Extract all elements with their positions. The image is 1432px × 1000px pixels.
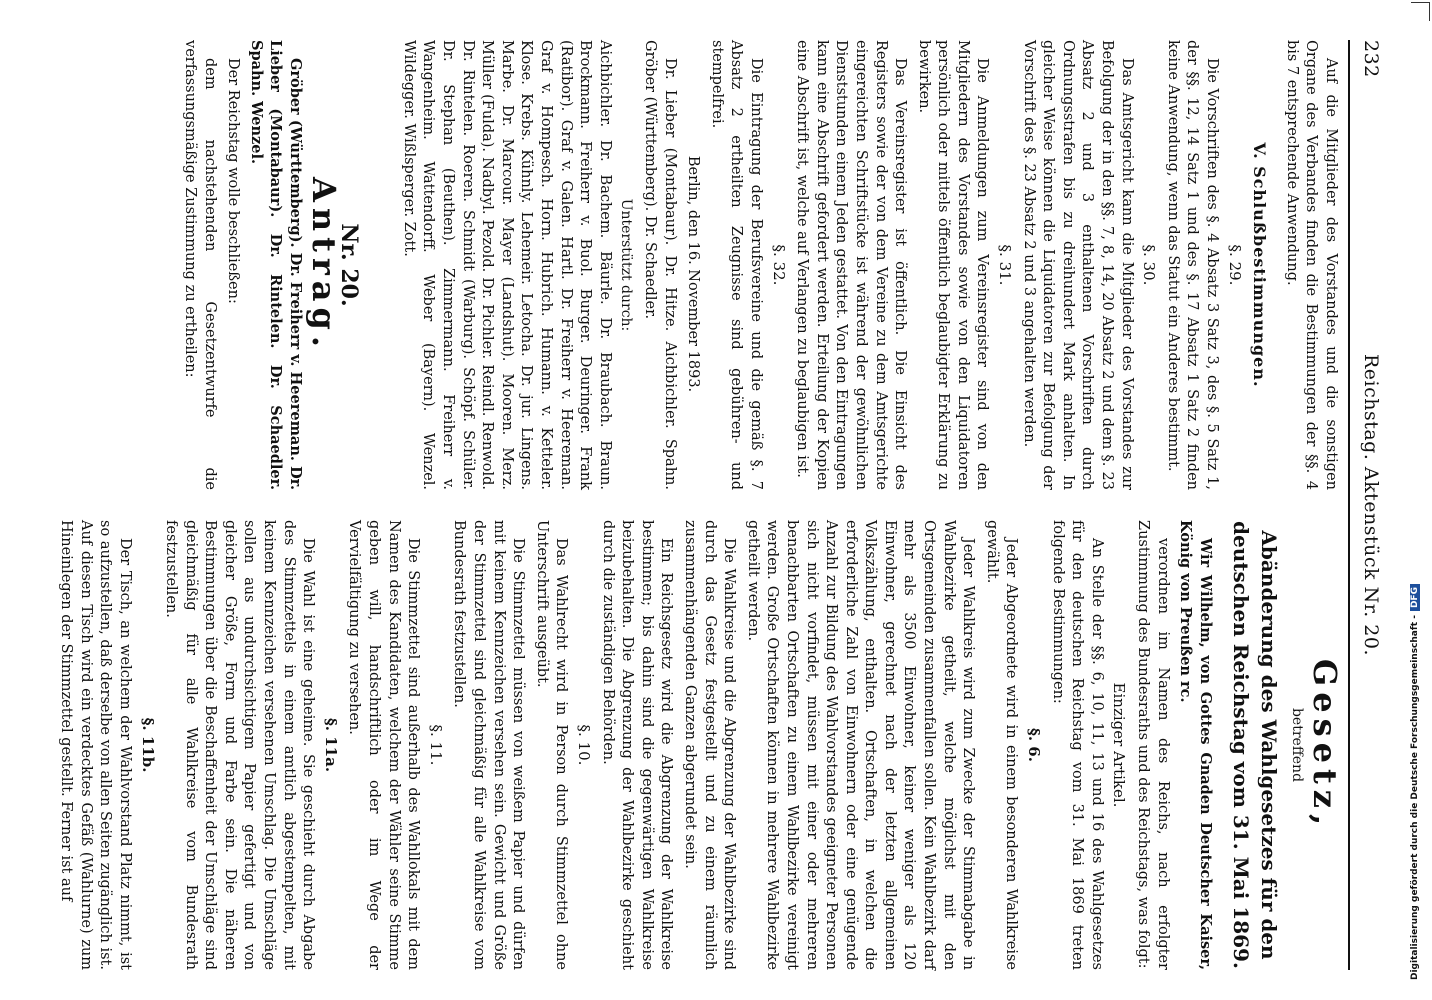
paragraph-text: Das Amtsgericht kann die Mitglieder des Vorstandes zur Befolgung der in den §§. 7, 8, 14, 20 Absatz 2 und dem §. 23 Absatz 2 und 3 enthaltenen Vorschriften durch Ordnungsstrafen bis zu dreihundert Mark anhalten. In gleicher Weise können die Liquidatoren zur Befolgung der Vorschrift des §. 23 Absatz 2 und 3 angehalten werden. [1020, 40, 1135, 490]
dfg-credit-text: Digitalisierung gefördert durch die Deutsche Forschungsgemeinschaft - [1410, 615, 1420, 980]
paragraph-number: §. 6. [1025, 728, 1044, 762]
document-number: Nr. 20. [336, 223, 363, 307]
paragraph-text: Das Vereinsregister ist öffentlich. Die Einsicht des Registers sowie der von dem Vereine zu dem Amtsgerichte eingereichten Schriftstücke ist während der gewöhnlichen Dienststunden einem Jeden gestattet. Von den Eintragungen kann eine Abschrift gefordert werden. Erteilung der Kopien eine Abschrift ist, welche auf Verlangen zu beglaubigen ist. [794, 40, 909, 490]
law-title: Abänderung des Wahlgesetzes für den deutschen Reichstag vom 31. Mai 1869. [1228, 521, 1281, 969]
supported-by: Unterstützt durch: [618, 198, 635, 332]
article-text: An Stelle der §§. 6, 10, 11, 13 und 16 des Wahlgesetzes für den deutschen Reichstag vom 31. Mai 1869 treten folgende Bestimmungen: [1049, 520, 1105, 970]
antrag-heading: Antrag. [304, 177, 343, 353]
page-header [1352, 40, 1382, 970]
antrag-text: dem nachstehenden Gesetzentwurfe die verfassungsmäßige Zustimmung zu ertheilen: [182, 40, 218, 490]
digitization-sidebar [1402, 0, 1432, 1000]
paragraph-number: §. 32. [769, 244, 788, 286]
paragraph-text: Die Vorschriften des §. 4 Absatz 3 Satz 3, des §. 5 Satz 1, der §§. 12, 14 Satz 1 und des §. 17 Absatz 1 Satz 2 finden keine Anwendung, wenn das Statut ein Anderes bestimmt. [1164, 40, 1221, 490]
signers: Dr. Lieber (Montabaur). Dr. Hitze. Aichbichler. Spahn. Gröber (Württemberg). Dr. Schaedler. [642, 40, 678, 490]
dfg-credit [1410, 0, 1420, 980]
header-rule [1348, 40, 1350, 970]
header-title: Reichstag. Aktenstück Nr. 20. [1360, 353, 1382, 657]
paragraph-text: Jeder Abgeordnete wird in einem besonderen Wahlkreise gewählt. [983, 520, 1020, 970]
paragraph-text: Das Wahlrecht wird in Person durch Stimmzettel ohne Unterschrift ausgeübt. [533, 520, 570, 970]
paragraph-number: §. 30. [1140, 244, 1159, 286]
page-number: 232 [1360, 40, 1382, 78]
paragraph-number: §. 11a. [321, 717, 340, 773]
paragraph-number: §. 11b. [138, 717, 157, 773]
corner-mark [1411, 2, 1430, 21]
paragraph-text: Die Wahlkreise und die Abgrenzung der Wahlbezirke sind durch das Gesetz festgestellt und zu einem räumlich zusammenhängenden Ganzen abgerundet sein. [681, 520, 738, 970]
paragraph-text: Die Stimmzettel müssen von weißem Papier und dürfen mit keinem Kennzeichen versehen sein. Gewicht und Größe der Stimmzettel sind gleichmäßig für alle Wahlkreise vom Bundesrath festzustellen. [451, 520, 527, 970]
paragraph-number: §. 31. [996, 244, 1015, 286]
article-heading: Einziger Artikel. [1110, 682, 1129, 808]
betreffend-label: betreffend [1289, 707, 1306, 783]
paragraph-text: Die Eintragung der Berufsvereine und die gemäß §. 7 Absatz 2 ertheilten Zeugnisse sind gebühren- und stempelfrei. [708, 40, 764, 490]
section-heading: V. Schlußbestimmungen. [1250, 142, 1270, 388]
preamble-wir: Wir Wilhelm, von Gottes Gnaden Deutscher Kaiser, König von Preußen rc. [1177, 520, 1214, 970]
paragraph-text: Die Wahl ist eine geheime. Sie geschieht durch Abgabe des Stimmzettels in einem amtlich abgestempelten, mit keinem Kennzeichen versehenen Umschlag. Die Umschläge sollen aus undurchsichtigem Papier gefertigt und von gleicher Größe, Form und Farbe sein. Die näheren Bestimmungen über die Beschaffenheit der Umschläge sind gleichmäßig für alle Wahlkreise vom Bundesrath festzustellen. [163, 520, 317, 970]
paragraph-text: Die Anmeldungen zum Vereinsregister sind von den Mitgliedern des Vorstandes sowie von den Liquidatoren persönlich oder mittels öffentlich beglaubigter Erklärung zu bewirken. [915, 40, 991, 490]
paragraph-text: Die Stimmzettel sind außerhalb des Wahllokals mit dem Namen des Kandidaten, welchem der Wähler seine Stimme geben will, handschriftlich oder im Wege der Vervielfältigung zu versehen. [346, 520, 422, 970]
paragraph-text: Jeder Wahlkreis wird zum Zwecke der Stimmabgabe in Wahlbezirke getheilt, welche möglichst mit den Ortsgemeinden zusammenfallen sollen. Kein Wahlbezirk darf mehr als 3500 Einwohner, keiner weniger als 120 Einwohner, gerechnet nach der letzten allgemeinen Volkszählung, enthalten. Ortschaften, in welchen die erforderliche Zahl von Einwohnern oder eine genügende Anzahl zur Bildung des Wahlvorstandes geeigneter Personen sich nicht vorfindet, müssen mit einer oder mehreren benachbarten Ortschaften zu einem Wahlbezirke vereinigt werden. Große Ortschaften können in mehrere Wahlbezirke getheilt werden. [744, 520, 977, 970]
preamble-verordnen: verordnen im Namen des Reichs, nach erfolgter Zustimmung des Bundesraths und des Reichstags, was folgt: [1135, 520, 1171, 970]
paragraph-number: §. 29. [1225, 244, 1244, 286]
paragraph-text: Ein Reichsgesetz wird die Abgrenzung der Wahlkreise bestimmen; bis dahin sind die gegenwärtigen Wahlkreise beizubehalten. Die Abgrenzung der Wahlbezirke geschieht durch die zuständigen Behörden. [599, 520, 675, 970]
supporters-list: Aichbichler. Dr. Bachem. Bäurle. Dr. Braubach. Braun. Brockmann. Freiherr v. Buol. Burger. Deuringer. Frank (Ratibor). Graf v. Galen. Hartl. Dr. Freiherr v. Heereman. Graf v. Hompesch. Horn. Hubrich. Humann. v. Ketteler. Klose. Krebs. Kühnly. Lehemeir. Letocha. Dr. jur. Lingens. Marbe. Dr. Marcour. Mayer (Landshut). Mooren. Merz. Müller (Fulda). Nadbyl. Pezold. Dr. Pichler. Reindl. Renwold. Dr. Rintelen. Roeren. Schmidt (Warburg). Schöpf. Schüler. Dr. Stephan (Beuthen). Zimmermann. Freiherr v. Wangenheim. Wattendorff. Weber (Bayern). Wenzel. Wildegger. Wißlsperger. Zott. [400, 40, 613, 490]
date-line: Berlin, den 16. November 1893. [685, 155, 702, 393]
antrag-signers: Gröber (Württemberg). Dr. Freiherr v. Heereman. Dr. Lieber (Montabaur). Dr. Rintelen. Dr. Schaedler. Spahn. Wenzel. [247, 40, 305, 490]
paragraph-number: §. 10. [575, 724, 593, 766]
paragraph-number: §. 11. [426, 724, 445, 766]
paragraph-text: Der Tisch, an welchem der Wahlvorstand Platz nimmt, ist so aufzustellen, daß derselbe von allen Seiten zugänglich ist. Auf diesen Tisch wird ein verdecktes Gefäß (Wahlurne) zum Hineinlegen der Stimmzettel gestellt. Ferner ist auf [58, 520, 133, 970]
antrag-text: Der Reichstag wolle beschließen: [225, 58, 242, 304]
gesetz-heading: Gesetz, [1306, 658, 1344, 832]
intro-paragraph: Auf die Mitglieder des Vorstandes und die sonstigen Organe des Verbandes finden die Bestimmungen der §§. 4 bis 7 entsprechende Anwendung. [1283, 40, 1339, 490]
dfg-logo: DFG [1410, 584, 1420, 611]
left-column [176, 40, 1340, 490]
right-column [52, 520, 1344, 970]
